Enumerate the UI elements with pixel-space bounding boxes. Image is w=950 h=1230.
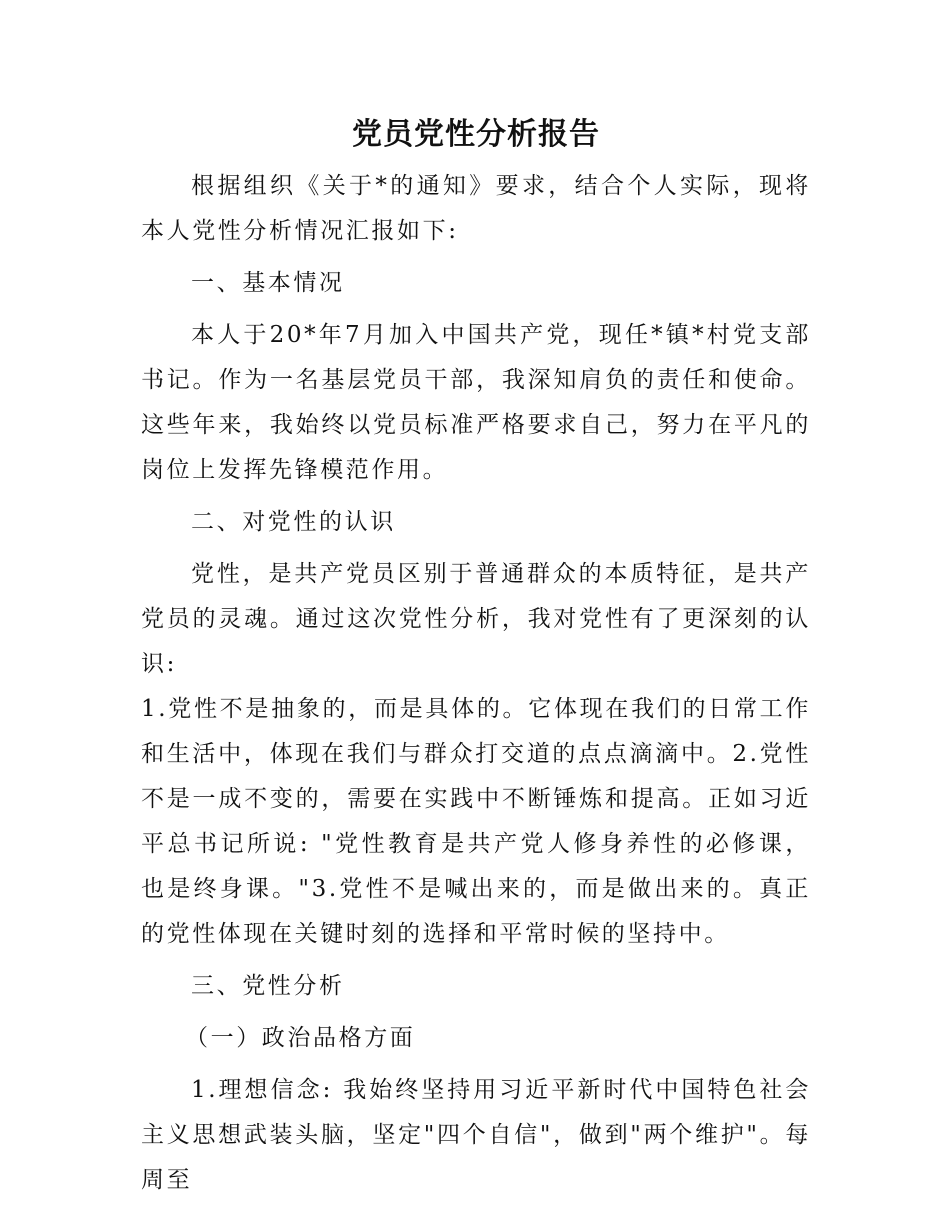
intro-paragraph: 根据组织《关于*的通知》要求，结合个人实际，现将本人党性分析情况汇报如下:	[141, 173, 811, 244]
basic-info-paragraph: 本人于20*年7月加入中国共产党，现任*镇*村党支部书记。作为一名基层党员干部，我深知肩负的责任和使命。这些年来，我始终以党员标准严格要求自己，努力在平凡的岗位上发挥先锋模范作用。	[141, 322, 811, 483]
party-spirit-understanding-paragraph: 党性，是共产党员区别于普通群众的本质特征，是共产党员的灵魂。通过这次党性分析，我对党性有了更深刻的认识:	[141, 561, 811, 677]
ideals-beliefs-paragraph: 1.理想信念: 我始终坚持用习近平新时代中国特色社会主义思想武装头脑，坚定"四个自信"，做到"两个维护"。每周至	[141, 1077, 811, 1193]
section-heading-basic-info: 一、基本情况	[191, 270, 345, 296]
subsection-heading-political-character: （一）政治品格方面	[185, 1025, 416, 1051]
document-page	[141, 112, 811, 1210]
section-heading-party-spirit-understanding: 二、对党性的认识	[191, 509, 396, 535]
party-spirit-points-paragraph: 1.党性不是抽象的，而是具体的。它体现在我们的日常工作和生活中，体现在我们与群众打交道的点点滴滴中。2.党性不是一成不变的，需要在实践中不断锤炼和提高。正如习近平总书记所说: "党性教育是共产党人修身养性的必修课，也是终身课。"3.党性不是喊出来的，而是做出来的。真正的党性体现在关键时刻的选择和平常时候的坚持中。	[141, 696, 811, 947]
section-heading-party-spirit-analysis: 三、党性分析	[191, 973, 345, 999]
document-title: 党员党性分析报告	[352, 117, 600, 152]
